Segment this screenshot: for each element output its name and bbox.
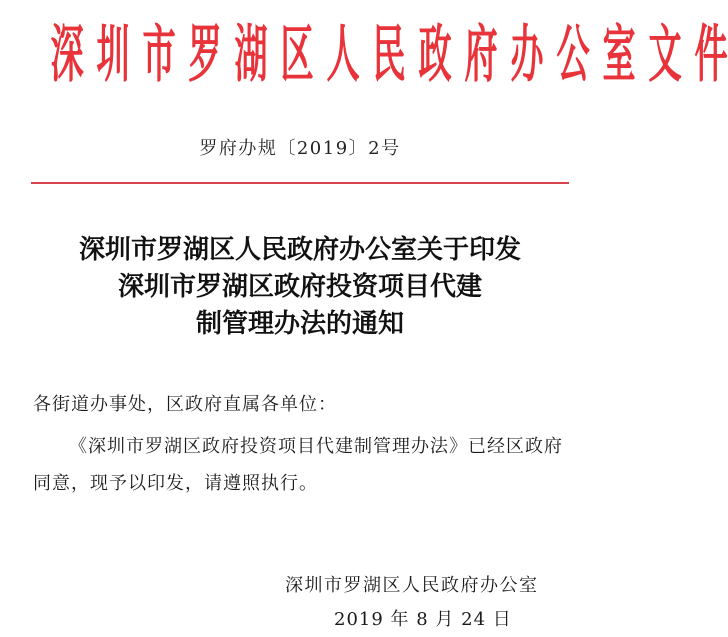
signature-date: 2019 年 8 月 24 日 (334, 609, 512, 630)
header-char: 人 (326, 17, 360, 91)
red-divider-rule (31, 182, 569, 184)
title-line: 制管理办法的通知 (195, 309, 404, 339)
header-char: 圳 (96, 17, 130, 91)
title-line: 深圳市罗湖区政府投资项目代建 (117, 272, 482, 302)
body-line: 同意，现予以印发，请遵照执行。 (33, 473, 318, 494)
header-char: 室 (602, 17, 636, 91)
document-header-title (44, 14, 728, 94)
document-title (0, 232, 600, 343)
addressee: 各街道办事处，区政府直属各单位： (33, 394, 337, 415)
header-char: 市 (142, 17, 176, 91)
header-char: 件 (694, 17, 728, 91)
body-line: 《深圳市罗湖区政府投资项目代建制管理办法》已经区政府 (69, 436, 563, 457)
header-char: 深 (50, 17, 84, 91)
body-paragraph (33, 428, 573, 502)
header-char: 政 (418, 17, 452, 91)
header-char: 文 (648, 17, 682, 91)
header-char: 罗 (188, 17, 222, 91)
header-char: 公 (556, 17, 590, 91)
header-char: 区 (280, 17, 314, 91)
document-number: 罗府办规〔2019〕2号 (199, 138, 401, 159)
title-line: 深圳市罗湖区人民政府办公室关于印发 (78, 235, 521, 265)
header-char: 府 (464, 17, 498, 91)
header-char: 办 (510, 17, 544, 91)
signature-issuer: 深圳市罗湖区人民政府办公室 (285, 575, 539, 596)
header-char: 民 (372, 17, 406, 91)
header-char: 湖 (234, 17, 268, 91)
